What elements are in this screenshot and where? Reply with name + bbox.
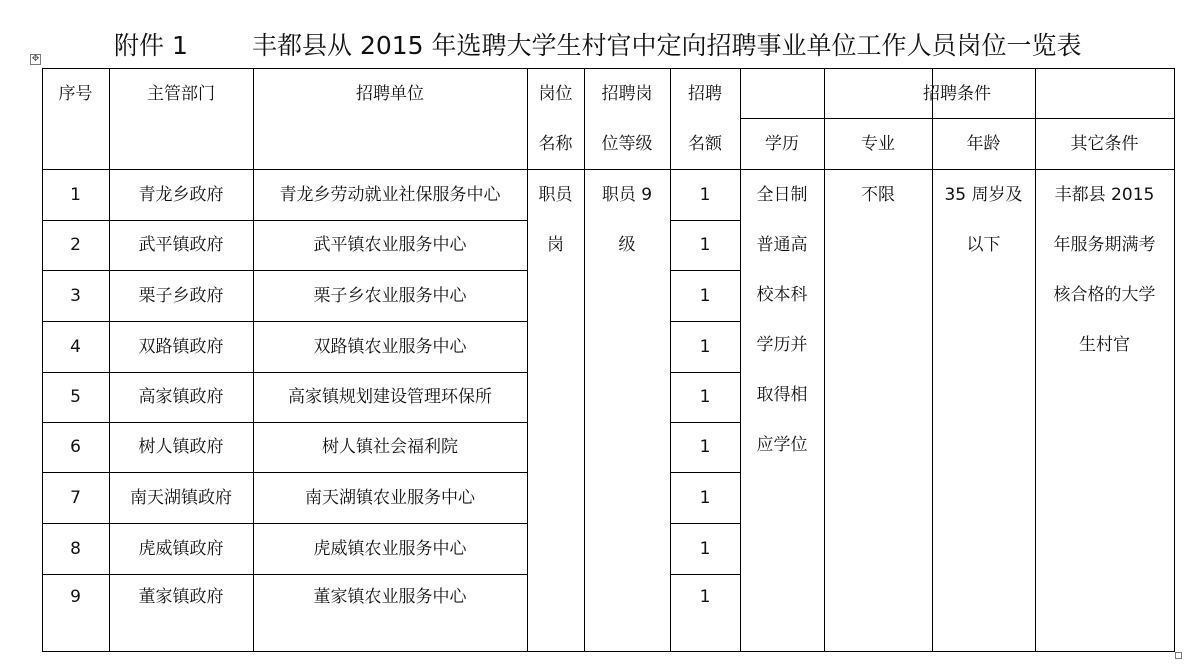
row-divider: [42, 523, 527, 524]
other-conditions-text: 核合格的大学: [1053, 285, 1156, 305]
table-move-handle-icon[interactable]: ✥: [31, 54, 40, 64]
education-text: 全日制: [756, 185, 808, 205]
header-grade-line2: 位等级: [601, 134, 653, 154]
row-quota: 1: [699, 235, 711, 255]
post-name-text: 岗: [547, 235, 564, 255]
row-quota: 1: [699, 184, 711, 205]
header-post-name-line2: 名称: [538, 134, 573, 154]
row-divider: [670, 372, 740, 373]
attachment-label: 附件 1: [114, 31, 188, 60]
header-other: 其它条件: [1070, 134, 1139, 154]
row-dept: 高家镇政府: [138, 387, 224, 407]
row-seq: 7: [70, 487, 81, 508]
row-divider: [670, 523, 740, 524]
row-dept: 双路镇政府: [138, 336, 224, 357]
header-quota-line1: 招聘: [688, 84, 722, 104]
row-quota: 1: [699, 538, 711, 559]
row-quota: 1: [699, 586, 711, 607]
row-unit: 武平镇农业服务中心: [313, 235, 467, 255]
row-quota: 1: [699, 437, 711, 457]
header-education: 学历: [765, 134, 799, 154]
header-post-name-line1: 岗位: [538, 84, 573, 104]
row-divider: [670, 270, 740, 271]
table-end-marker-icon: [1175, 652, 1182, 659]
row-divider: [670, 574, 740, 575]
post-grade-text: 级: [618, 235, 636, 255]
row-seq: 8: [70, 538, 81, 559]
column-divider: [1174, 68, 1175, 651]
education-text: 学历并: [756, 335, 808, 355]
row-quota: 1: [699, 336, 711, 357]
row-unit: 虎威镇农业服务中心: [313, 538, 467, 559]
other-conditions-text: 年服务期满考: [1053, 235, 1156, 255]
row-quota: 1: [699, 285, 711, 306]
row-quota: 1: [699, 387, 711, 407]
row-seq: 5: [70, 387, 81, 407]
row-divider: [42, 472, 527, 473]
education-text: 普通高: [756, 235, 808, 255]
header-age: 年龄: [966, 134, 1001, 154]
major-text: 不限: [861, 185, 895, 205]
header-divider: [740, 118, 1174, 119]
row-dept: 栗子乡政府: [138, 285, 224, 306]
column-divider: [42, 68, 43, 651]
post-grade-text: 职员 9: [601, 185, 653, 205]
column-divider: [740, 68, 741, 651]
column-divider: [1035, 68, 1036, 651]
column-divider: [527, 68, 528, 651]
header-major: 专业: [861, 134, 895, 154]
post-name-text: 职员: [538, 185, 573, 205]
age-text: 以下: [966, 235, 1001, 255]
row-seq: 1: [70, 184, 81, 205]
header-seq: 序号: [58, 84, 93, 104]
education-text: 取得相: [756, 385, 808, 405]
row-divider: [42, 321, 527, 322]
row-seq: 3: [70, 285, 81, 306]
other-conditions-text: 生村官: [1079, 335, 1130, 355]
row-divider: [42, 270, 527, 271]
row-unit: 高家镇规划建设管理环保所: [288, 387, 492, 407]
education-text: 校本科: [756, 285, 808, 305]
row-divider: [670, 220, 740, 221]
row-dept: 武平镇政府: [138, 235, 224, 255]
table-title: 丰都县从 2015 年选聘大学生村官中定向招聘事业单位工作人员岗位一览表: [252, 31, 1082, 60]
header-unit: 招聘单位: [356, 84, 424, 104]
row-quota: 1: [699, 487, 711, 508]
row-dept: 青龙乡政府: [138, 184, 224, 205]
other-conditions-text: 丰都县 2015: [1054, 185, 1155, 205]
row-unit: 青龙乡劳动就业社保服务中心: [279, 184, 501, 205]
table-border-top: [42, 68, 1175, 69]
row-unit: 董家镇农业服务中心: [313, 586, 467, 607]
header-grade-line1: 招聘岗: [601, 84, 653, 104]
row-dept: 董家镇政府: [138, 586, 224, 607]
row-unit: 栗子乡农业服务中心: [313, 285, 467, 306]
row-divider: [42, 574, 527, 575]
header-conditions: 招聘条件: [923, 84, 991, 104]
table-border-bottom: [42, 651, 1175, 652]
row-divider: [42, 220, 527, 221]
age-text: 35 周岁及: [944, 185, 1023, 205]
column-divider: [109, 68, 110, 651]
row-dept: 虎威镇政府: [138, 538, 224, 559]
row-unit: 双路镇农业服务中心: [313, 336, 467, 357]
row-seq: 9: [70, 586, 81, 607]
column-divider: [253, 68, 254, 651]
header-quota-line2: 名额: [688, 134, 722, 154]
row-seq: 2: [70, 235, 81, 255]
row-dept: 南天湖镇政府: [130, 487, 232, 508]
row-dept: 树人镇政府: [138, 437, 224, 457]
row-divider: [42, 372, 527, 373]
education-text: 应学位: [756, 435, 808, 455]
document-title: [0, 26, 1202, 66]
row-divider: [670, 422, 740, 423]
row-unit: 树人镇社会福利院: [322, 437, 458, 457]
column-divider: [670, 68, 671, 651]
row-divider: [42, 422, 527, 423]
column-divider: [584, 68, 585, 651]
row-seq: 6: [70, 437, 81, 457]
header-bottom-border: [42, 169, 1174, 170]
row-divider: [670, 321, 740, 322]
column-divider: [932, 68, 933, 651]
row-divider: [670, 472, 740, 473]
row-unit: 南天湖镇农业服务中心: [305, 487, 475, 508]
row-seq: 4: [70, 336, 81, 357]
column-divider: [824, 68, 825, 651]
header-dept: 主管部门: [147, 84, 215, 104]
